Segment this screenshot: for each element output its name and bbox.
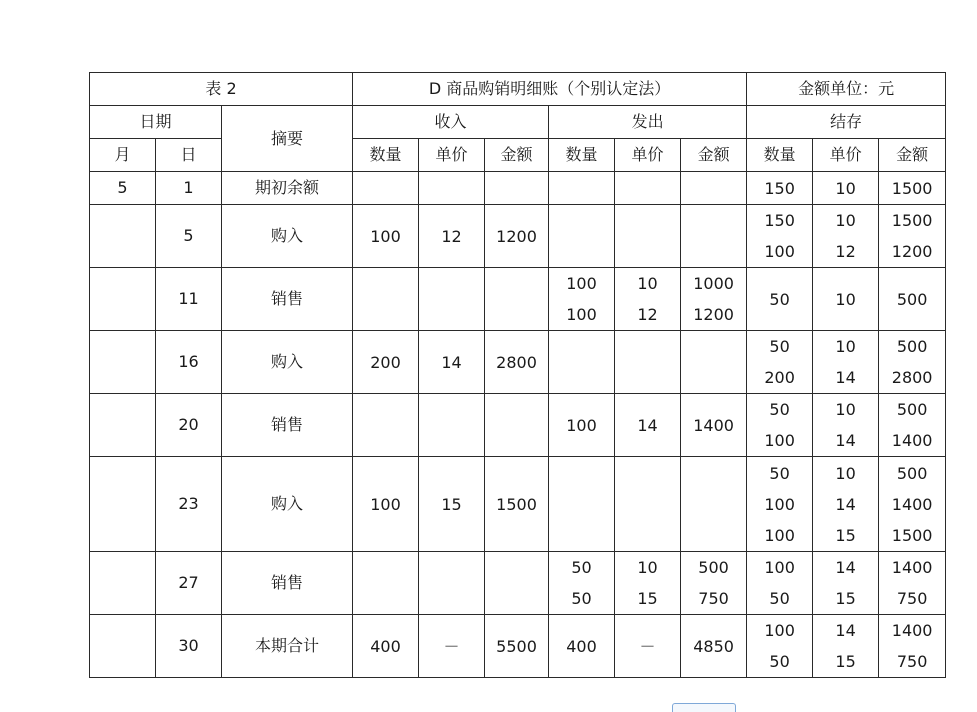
table-row bbox=[90, 205, 946, 268]
balance-price-value: 12 bbox=[835, 242, 856, 261]
income-price-cell bbox=[419, 394, 485, 457]
income-price-cell bbox=[419, 205, 485, 268]
ledger-body bbox=[90, 73, 946, 678]
income-qty-cell bbox=[353, 457, 419, 552]
issue-qty-value: 50 bbox=[571, 589, 592, 608]
issue-amount-value: 1200 bbox=[693, 305, 734, 324]
balance-qty-value: 100 bbox=[764, 621, 795, 640]
balance-price-value: 15 bbox=[835, 525, 856, 545]
issue-price-cell bbox=[615, 615, 681, 678]
income-amount-cell bbox=[485, 331, 549, 394]
balance-amount-cell bbox=[879, 457, 946, 552]
balance-price-value: 15 bbox=[835, 589, 856, 608]
balance-price-cell bbox=[813, 394, 879, 457]
day-cell: 27 bbox=[156, 552, 222, 615]
balance-price-value: 14 bbox=[835, 494, 856, 514]
issue-qty-cell bbox=[549, 552, 615, 615]
balance-price-value: 10 bbox=[835, 337, 856, 356]
balance-amount-value: 1400 bbox=[891, 431, 933, 450]
balance-amount-cell bbox=[879, 394, 946, 457]
table-number: 表 2 bbox=[90, 73, 353, 106]
balance-price-cell bbox=[813, 615, 879, 678]
table-row bbox=[90, 457, 946, 552]
balance-amount-value: 1400 bbox=[891, 621, 933, 640]
income-price-value: 15 bbox=[441, 494, 462, 514]
income-amount-cell bbox=[485, 205, 549, 268]
issue-amount-value: 1400 bbox=[693, 415, 734, 435]
balance-price-cell bbox=[813, 268, 879, 331]
issue-qty-header: 数量 bbox=[549, 139, 615, 172]
income-qty-header: 数量 bbox=[353, 139, 419, 172]
table-row bbox=[90, 331, 946, 394]
month-cell bbox=[90, 615, 156, 678]
issue-amount-cell bbox=[681, 331, 747, 394]
summary-cell: 销售 bbox=[222, 268, 353, 331]
table-row bbox=[90, 172, 946, 205]
income-price-cell bbox=[419, 552, 485, 615]
title-row bbox=[90, 73, 946, 106]
balance-price-header: 单价 bbox=[813, 139, 879, 172]
issue-price-cell bbox=[615, 552, 681, 615]
income-price-cell bbox=[419, 457, 485, 552]
issue-amount-header: 金额 bbox=[681, 139, 747, 172]
income-qty-cell bbox=[353, 172, 419, 205]
issue-qty-cell bbox=[549, 268, 615, 331]
issue-qty-cell bbox=[549, 205, 615, 268]
issue-price-cell bbox=[615, 205, 681, 268]
income-price-cell bbox=[419, 172, 485, 205]
balance-price-value: 10 bbox=[835, 211, 856, 230]
balance-amount-value: 500 bbox=[896, 400, 928, 419]
balance-amount-cell bbox=[879, 331, 946, 394]
issue-amount-value: 1000 bbox=[693, 274, 734, 293]
summary-cell: 销售 bbox=[222, 394, 353, 457]
balance-qty-cell bbox=[747, 331, 813, 394]
balance-qty-value: 50 bbox=[769, 400, 790, 419]
balance-qty-cell bbox=[747, 268, 813, 331]
issue-amount-cell bbox=[681, 268, 747, 331]
income-qty-value: 400 bbox=[370, 636, 401, 656]
issue-amount-value: 4850 bbox=[693, 636, 734, 656]
summary-header: 摘要 bbox=[222, 106, 353, 172]
income-price-header: 单价 bbox=[419, 139, 485, 172]
income-amount-cell bbox=[485, 394, 549, 457]
issue-price-cell bbox=[615, 394, 681, 457]
balance-price-value: 14 bbox=[835, 621, 856, 640]
month-cell: 5 bbox=[90, 172, 156, 205]
issue-amount-cell bbox=[681, 457, 747, 552]
income-qty-cell bbox=[353, 394, 419, 457]
month-cell bbox=[90, 205, 156, 268]
balance-qty-value: 100 bbox=[764, 494, 795, 514]
table-row bbox=[90, 394, 946, 457]
summary-cell: 期初余额 bbox=[222, 172, 353, 205]
balance-amount-header: 金额 bbox=[879, 139, 946, 172]
month-cell bbox=[90, 331, 156, 394]
issue-qty-value: 50 bbox=[571, 558, 592, 577]
balance-price-value: 10 bbox=[835, 400, 856, 419]
balance-qty-value: 50 bbox=[769, 652, 790, 671]
issue-price-cell bbox=[615, 331, 681, 394]
issue-qty-cell bbox=[549, 615, 615, 678]
income-qty-cell bbox=[353, 205, 419, 268]
income-amount-cell bbox=[485, 615, 549, 678]
issue-price-value: 14 bbox=[637, 415, 658, 435]
balance-amount-value: 1200 bbox=[891, 242, 933, 261]
issue-price-cell bbox=[615, 268, 681, 331]
ledger-title: D 商品购销明细账（个别认定法） bbox=[353, 73, 747, 106]
issue-qty-cell bbox=[549, 331, 615, 394]
issue-amount-cell bbox=[681, 205, 747, 268]
balance-amount-cell bbox=[879, 552, 946, 615]
group-header-row bbox=[90, 106, 946, 139]
balance-qty-header: 数量 bbox=[747, 139, 813, 172]
issue-price-value: 12 bbox=[637, 305, 658, 324]
day-cell: 30 bbox=[156, 615, 222, 678]
issue-qty-value: 100 bbox=[566, 415, 597, 435]
balance-qty-cell bbox=[747, 615, 813, 678]
issue-price-cell bbox=[615, 172, 681, 205]
summary-cell: 购入 bbox=[222, 205, 353, 268]
income-amount-cell bbox=[485, 268, 549, 331]
scroll-indicator[interactable] bbox=[672, 703, 736, 712]
income-group-header: 收入 bbox=[353, 106, 549, 139]
issue-qty-cell bbox=[549, 394, 615, 457]
day-cell: 16 bbox=[156, 331, 222, 394]
issue-price-value: 15 bbox=[637, 589, 658, 608]
income-qty-value: 100 bbox=[370, 494, 401, 514]
balance-qty-value: 200 bbox=[764, 368, 795, 387]
balance-qty-value: 50 bbox=[769, 589, 790, 608]
balance-amount-value: 1500 bbox=[891, 211, 933, 230]
issue-qty-cell bbox=[549, 457, 615, 552]
income-qty-cell bbox=[353, 268, 419, 331]
balance-price-value: 15 bbox=[835, 652, 856, 671]
income-amount-cell bbox=[485, 172, 549, 205]
income-qty-value: 200 bbox=[370, 352, 401, 372]
balance-price-value: 14 bbox=[835, 431, 856, 450]
income-amount-value: 1500 bbox=[496, 494, 537, 514]
issue-price-value: 10 bbox=[637, 274, 658, 293]
balance-price-value: 10 bbox=[835, 289, 856, 309]
balance-qty-value: 50 bbox=[769, 463, 790, 483]
balance-amount-cell bbox=[879, 172, 946, 205]
income-qty-cell bbox=[353, 615, 419, 678]
table-row bbox=[90, 268, 946, 331]
balance-qty-value: 150 bbox=[764, 211, 795, 230]
balance-qty-value: 50 bbox=[769, 337, 790, 356]
issue-amount-value: 500 bbox=[698, 558, 729, 577]
income-price-value: － bbox=[443, 636, 460, 656]
day-cell: 1 bbox=[156, 172, 222, 205]
issue-amount-cell bbox=[681, 615, 747, 678]
balance-qty-cell bbox=[747, 457, 813, 552]
summary-cell: 销售 bbox=[222, 552, 353, 615]
balance-qty-value: 100 bbox=[764, 242, 795, 261]
income-price-cell bbox=[419, 331, 485, 394]
balance-qty-cell bbox=[747, 205, 813, 268]
income-amount-cell bbox=[485, 457, 549, 552]
issue-amount-cell bbox=[681, 394, 747, 457]
income-price-cell bbox=[419, 615, 485, 678]
issue-amount-cell bbox=[681, 552, 747, 615]
income-qty-cell bbox=[353, 552, 419, 615]
summary-cell: 购入 bbox=[222, 457, 353, 552]
balance-price-value: 10 bbox=[835, 178, 856, 198]
balance-price-value: 14 bbox=[835, 558, 856, 577]
balance-price-value: 14 bbox=[835, 368, 856, 387]
issue-amount-cell bbox=[681, 172, 747, 205]
issue-price-cell bbox=[615, 457, 681, 552]
balance-price-cell bbox=[813, 172, 879, 205]
income-qty-value: 100 bbox=[370, 226, 401, 246]
balance-qty-cell bbox=[747, 172, 813, 205]
balance-amount-cell bbox=[879, 615, 946, 678]
balance-qty-cell bbox=[747, 394, 813, 457]
balance-amount-cell bbox=[879, 205, 946, 268]
balance-amount-value: 1500 bbox=[891, 178, 933, 198]
income-amount-value: 2800 bbox=[496, 352, 537, 372]
issue-qty-cell bbox=[549, 172, 615, 205]
table-row bbox=[90, 615, 946, 678]
income-qty-cell bbox=[353, 331, 419, 394]
month-cell bbox=[90, 552, 156, 615]
day-header: 日 bbox=[156, 139, 222, 172]
balance-qty-value: 100 bbox=[764, 558, 795, 577]
balance-qty-value: 100 bbox=[764, 431, 795, 450]
issue-amount-value: 750 bbox=[698, 589, 729, 608]
amount-unit: 金额单位：元 bbox=[747, 73, 946, 106]
day-cell: 23 bbox=[156, 457, 222, 552]
summary-cell: 本期合计 bbox=[222, 615, 353, 678]
month-header: 月 bbox=[90, 139, 156, 172]
issue-price-value: － bbox=[639, 636, 656, 656]
summary-cell: 购入 bbox=[222, 331, 353, 394]
income-amount-header: 金额 bbox=[485, 139, 549, 172]
month-cell bbox=[90, 394, 156, 457]
balance-qty-value: 150 bbox=[764, 178, 795, 198]
income-price-value: 12 bbox=[441, 226, 462, 246]
day-cell: 20 bbox=[156, 394, 222, 457]
income-amount-cell bbox=[485, 552, 549, 615]
income-price-value: 14 bbox=[441, 352, 462, 372]
income-amount-value: 5500 bbox=[496, 636, 537, 656]
balance-amount-value: 750 bbox=[896, 652, 928, 671]
income-price-cell bbox=[419, 268, 485, 331]
balance-amount-value: 1500 bbox=[891, 525, 933, 545]
day-cell: 11 bbox=[156, 268, 222, 331]
balance-amount-cell bbox=[879, 268, 946, 331]
balance-price-cell bbox=[813, 457, 879, 552]
income-amount-value: 1200 bbox=[496, 226, 537, 246]
balance-amount-value: 500 bbox=[896, 337, 928, 356]
issue-qty-value: 100 bbox=[566, 274, 597, 293]
month-cell bbox=[90, 268, 156, 331]
balance-qty-cell bbox=[747, 552, 813, 615]
issue-qty-value: 100 bbox=[566, 305, 597, 324]
issue-qty-value: 400 bbox=[566, 636, 597, 656]
balance-amount-value: 500 bbox=[896, 289, 928, 309]
balance-price-value: 10 bbox=[835, 463, 856, 483]
date-group-header: 日期 bbox=[90, 106, 222, 139]
day-cell: 5 bbox=[156, 205, 222, 268]
balance-amount-value: 2800 bbox=[891, 368, 933, 387]
month-cell bbox=[90, 457, 156, 552]
sub-header-row bbox=[90, 139, 946, 172]
issue-price-header: 单价 bbox=[615, 139, 681, 172]
balance-price-cell bbox=[813, 552, 879, 615]
table-row bbox=[90, 552, 946, 615]
balance-price-cell bbox=[813, 331, 879, 394]
balance-amount-value: 1400 bbox=[891, 494, 933, 514]
issue-group-header: 发出 bbox=[549, 106, 747, 139]
balance-group-header: 结存 bbox=[747, 106, 946, 139]
balance-qty-value: 100 bbox=[764, 525, 795, 545]
balance-price-cell bbox=[813, 205, 879, 268]
balance-qty-value: 50 bbox=[769, 289, 790, 309]
balance-amount-value: 750 bbox=[896, 589, 928, 608]
ledger-table bbox=[89, 72, 946, 678]
balance-amount-value: 500 bbox=[896, 463, 928, 483]
balance-amount-value: 1400 bbox=[891, 558, 933, 577]
issue-price-value: 10 bbox=[637, 558, 658, 577]
